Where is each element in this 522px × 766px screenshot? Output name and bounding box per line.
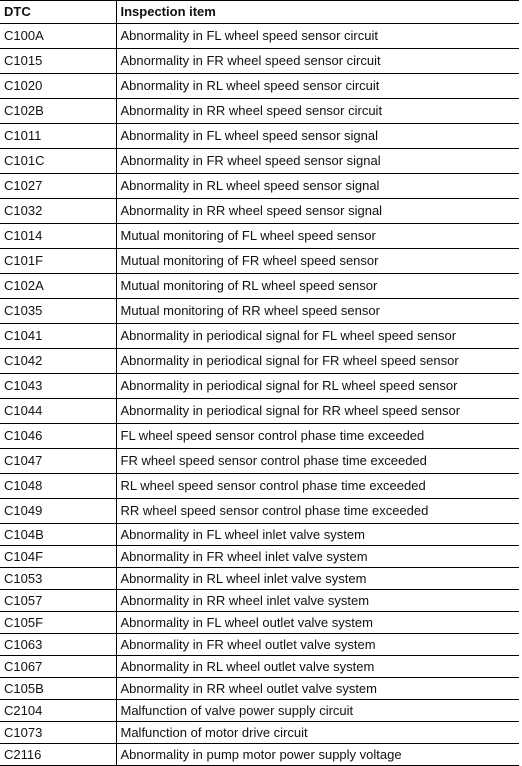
- inspection-item-cell: Abnormality in RR wheel speed sensor circuit: [116, 99, 519, 124]
- dtc-code-cell: C2104: [0, 700, 116, 722]
- table-row: [0, 324, 519, 349]
- inspection-item-cell: FL wheel speed sensor control phase time exceeded: [116, 424, 519, 449]
- dtc-code-cell: C101C: [0, 149, 116, 174]
- inspection-item-cell: Mutual monitoring of RR wheel speed sensor: [116, 299, 519, 324]
- table-row: [0, 634, 519, 656]
- inspection-item-cell: Abnormality in pump motor power supply voltage: [116, 744, 519, 766]
- inspection-item-cell: RL wheel speed sensor control phase time exceeded: [116, 474, 519, 499]
- dtc-code-cell: C100A: [0, 24, 116, 49]
- table-row: [0, 700, 519, 722]
- inspection-item-cell: Malfunction of motor drive circuit: [116, 722, 519, 744]
- inspection-item-cell: RR wheel speed sensor control phase time exceeded: [116, 499, 519, 524]
- inspection-item-cell: Abnormality in RL wheel outlet valve system: [116, 656, 519, 678]
- dtc-code-cell: C1014: [0, 224, 116, 249]
- table-row: [0, 474, 519, 499]
- table-row: [0, 149, 519, 174]
- dtc-code-cell: C1035: [0, 299, 116, 324]
- table-row: [0, 274, 519, 299]
- dtc-code-cell: C105F: [0, 612, 116, 634]
- inspection-item-cell: Abnormality in periodical signal for RL wheel speed sensor: [116, 374, 519, 399]
- inspection-item-cell: Abnormality in FR wheel speed sensor signal: [116, 149, 519, 174]
- table-row: [0, 374, 519, 399]
- table-row: [0, 349, 519, 374]
- table-row: [0, 49, 519, 74]
- dtc-code-cell: C102B: [0, 99, 116, 124]
- table-row: [0, 612, 519, 634]
- dtc-code-cell: C1011: [0, 124, 116, 149]
- dtc-code-cell: C1015: [0, 49, 116, 74]
- table-row: [0, 99, 519, 124]
- inspection-item-cell: Abnormality in FL wheel speed sensor signal: [116, 124, 519, 149]
- table-row: [0, 299, 519, 324]
- inspection-item-cell: Mutual monitoring of FL wheel speed sensor: [116, 224, 519, 249]
- dtc-code-cell: C1067: [0, 656, 116, 678]
- inspection-item-cell: Abnormality in FL wheel inlet valve system: [116, 524, 519, 546]
- inspection-item-cell: Abnormality in RR wheel outlet valve system: [116, 678, 519, 700]
- dtc-code-cell: C102A: [0, 274, 116, 299]
- table-row: [0, 224, 519, 249]
- table-row: [0, 722, 519, 744]
- header-dtc: DTC: [0, 1, 116, 24]
- table-row: [0, 424, 519, 449]
- inspection-item-cell: Abnormality in FR wheel inlet valve system: [116, 546, 519, 568]
- inspection-item-cell: Abnormality in FL wheel speed sensor circuit: [116, 24, 519, 49]
- inspection-item-cell: Abnormality in RL wheel inlet valve system: [116, 568, 519, 590]
- table-row: [0, 249, 519, 274]
- inspection-item-cell: Abnormality in RR wheel speed sensor signal: [116, 199, 519, 224]
- dtc-code-cell: C104B: [0, 524, 116, 546]
- dtc-code-cell: C2116: [0, 744, 116, 766]
- inspection-item-cell: Abnormality in FR wheel outlet valve system: [116, 634, 519, 656]
- table-row: [0, 678, 519, 700]
- inspection-item-cell: FR wheel speed sensor control phase time exceeded: [116, 449, 519, 474]
- header-inspection-item: Inspection item: [116, 1, 519, 24]
- table-row: [0, 174, 519, 199]
- dtc-code-cell: C1041: [0, 324, 116, 349]
- table-row: [0, 24, 519, 49]
- inspection-item-cell: Mutual monitoring of RL wheel speed sensor: [116, 274, 519, 299]
- inspection-item-cell: Abnormality in FR wheel speed sensor circuit: [116, 49, 519, 74]
- dtc-code-cell: C101F: [0, 249, 116, 274]
- dtc-code-cell: C1042: [0, 349, 116, 374]
- table-row: [0, 744, 519, 766]
- dtc-code-cell: C104F: [0, 546, 116, 568]
- table-header-row: [0, 1, 519, 24]
- dtc-code-cell: C1046: [0, 424, 116, 449]
- table-row: [0, 124, 519, 149]
- dtc-code-cell: C1044: [0, 399, 116, 424]
- inspection-item-cell: Abnormality in RL wheel speed sensor circuit: [116, 74, 519, 99]
- dtc-code-cell: C105B: [0, 678, 116, 700]
- table-row: [0, 524, 519, 546]
- dtc-code-cell: C1047: [0, 449, 116, 474]
- table-row: [0, 499, 519, 524]
- table-row: [0, 449, 519, 474]
- dtc-code-cell: C1027: [0, 174, 116, 199]
- dtc-code-cell: C1032: [0, 199, 116, 224]
- table-body: [0, 24, 519, 766]
- dtc-code-cell: C1043: [0, 374, 116, 399]
- table-row: [0, 399, 519, 424]
- inspection-item-cell: Abnormality in FL wheel outlet valve system: [116, 612, 519, 634]
- table-row: [0, 656, 519, 678]
- inspection-item-cell: Abnormality in periodical signal for RR wheel speed sensor: [116, 399, 519, 424]
- dtc-code-cell: C1020: [0, 74, 116, 99]
- inspection-item-cell: Abnormality in periodical signal for FL wheel speed sensor: [116, 324, 519, 349]
- table-row: [0, 590, 519, 612]
- dtc-code-cell: C1053: [0, 568, 116, 590]
- dtc-code-cell: C1049: [0, 499, 116, 524]
- dtc-code-cell: C1048: [0, 474, 116, 499]
- inspection-item-cell: Abnormality in RR wheel inlet valve system: [116, 590, 519, 612]
- inspection-item-cell: Mutual monitoring of FR wheel speed sensor: [116, 249, 519, 274]
- inspection-item-cell: Abnormality in periodical signal for FR wheel speed sensor: [116, 349, 519, 374]
- dtc-code-cell: C1073: [0, 722, 116, 744]
- table-row: [0, 74, 519, 99]
- dtc-code-cell: C1057: [0, 590, 116, 612]
- inspection-item-cell: Abnormality in RL wheel speed sensor signal: [116, 174, 519, 199]
- inspection-item-cell: Malfunction of valve power supply circuit: [116, 700, 519, 722]
- table-row: [0, 199, 519, 224]
- dtc-code-cell: C1063: [0, 634, 116, 656]
- table-row: [0, 568, 519, 590]
- table-row: [0, 546, 519, 568]
